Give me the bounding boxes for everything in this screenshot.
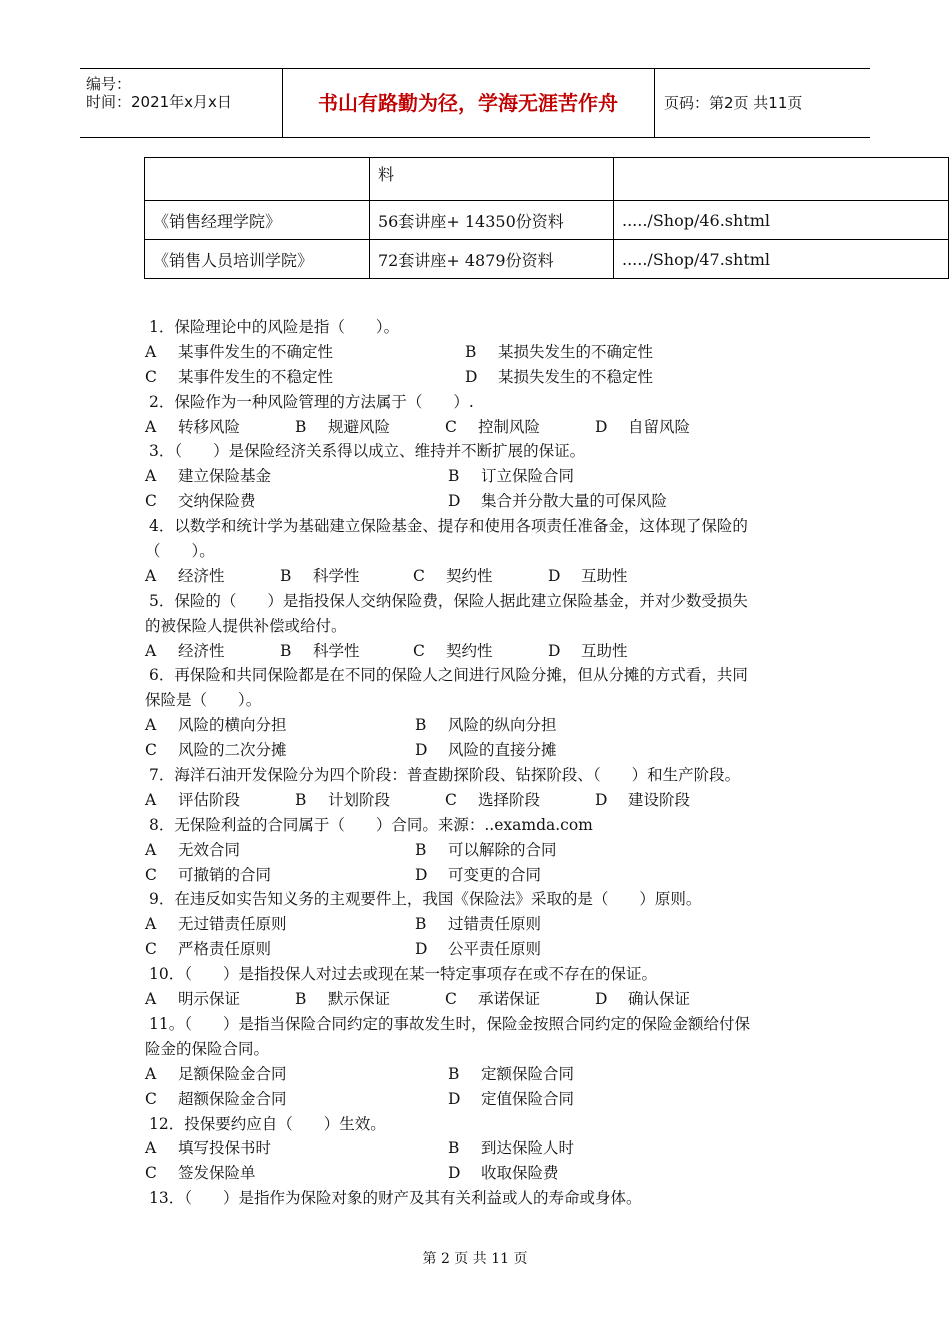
question-text bbox=[145, 688, 815, 713]
option-text: 科学性 bbox=[313, 566, 360, 585]
option-letter: C bbox=[145, 940, 157, 959]
option-letter: C bbox=[445, 790, 457, 809]
option-letter: D bbox=[448, 1164, 461, 1183]
option-letter: D bbox=[548, 566, 561, 585]
option-letter: A bbox=[145, 1064, 157, 1083]
option-row bbox=[145, 788, 815, 813]
option-text: 无效合同 bbox=[178, 840, 241, 859]
answer-option bbox=[295, 987, 390, 1012]
option-letter: D bbox=[465, 367, 478, 386]
option-text: 交纳保险费 bbox=[178, 492, 256, 511]
answer-option bbox=[415, 863, 541, 888]
question-text bbox=[145, 439, 815, 464]
question-line: 4．以数学和统计学为基础建立保险基金、提存和使用各项责任准备金，这体现了保险的 bbox=[149, 517, 748, 536]
option-text: 明示保证 bbox=[178, 990, 241, 1009]
option-text: 可变更的合同 bbox=[448, 865, 542, 884]
option-text: 自留风险 bbox=[628, 417, 691, 436]
option-text: 严格责任原则 bbox=[178, 940, 272, 959]
question-text bbox=[145, 763, 815, 788]
option-letter: A bbox=[145, 1139, 157, 1158]
table-cell bbox=[145, 158, 370, 201]
question-text bbox=[145, 887, 815, 912]
question-line: 10．（ ）是指投保人对过去或现在某一特定事项存在或不存在的保证。 bbox=[149, 965, 657, 984]
option-letter: A bbox=[145, 915, 157, 934]
answer-option bbox=[145, 564, 225, 589]
answer-option bbox=[145, 987, 240, 1012]
question-text bbox=[145, 663, 815, 688]
question-text bbox=[145, 539, 815, 564]
question-line: 3．（ ）是保险经济关系得以成立、维持并不断扩展的保证。 bbox=[149, 442, 586, 461]
answer-option bbox=[595, 415, 690, 440]
question-line: 保险是（ ）。 bbox=[145, 691, 262, 710]
option-row bbox=[145, 1087, 815, 1112]
table-cell: 56套讲座+ 14350份资料 bbox=[370, 201, 614, 240]
answer-option bbox=[548, 564, 628, 589]
option-letter: A bbox=[145, 990, 157, 1009]
option-row bbox=[145, 415, 815, 440]
option-row bbox=[145, 639, 815, 664]
option-text: 过错责任原则 bbox=[448, 915, 542, 934]
option-text: 转移风险 bbox=[178, 417, 241, 436]
option-letter: A bbox=[145, 641, 157, 660]
option-text: 风险的直接分摊 bbox=[448, 741, 557, 760]
header-motto: 书山有路勤为径，学海无涯苦作舟 bbox=[282, 69, 655, 137]
answer-option bbox=[295, 788, 390, 813]
option-letter: D bbox=[415, 940, 428, 959]
answer-option bbox=[280, 639, 360, 664]
option-letter: C bbox=[413, 641, 425, 660]
answer-option bbox=[595, 788, 690, 813]
table-cell bbox=[614, 158, 949, 201]
table-cell: ...../Shop/47.shtml bbox=[614, 240, 949, 279]
option-text: 评估阶段 bbox=[178, 790, 241, 809]
answer-option bbox=[415, 937, 541, 962]
answer-option bbox=[448, 1161, 559, 1186]
option-letter: A bbox=[145, 716, 157, 735]
option-text: 经济性 bbox=[178, 641, 225, 660]
option-letter: B bbox=[280, 566, 292, 585]
option-text: 定额保险合同 bbox=[481, 1064, 575, 1083]
option-letter: A bbox=[145, 342, 157, 361]
question-text bbox=[145, 315, 815, 340]
time-label: 时间：2021年x月x日 bbox=[86, 93, 232, 111]
option-letter: A bbox=[145, 566, 157, 585]
table-cell: 72套讲座+ 4879份资料 bbox=[370, 240, 614, 279]
option-letter: B bbox=[448, 1064, 460, 1083]
option-row bbox=[145, 340, 815, 365]
table-cell: 料 bbox=[370, 158, 614, 201]
option-text: 到达保险人时 bbox=[481, 1139, 575, 1158]
option-text: 互助性 bbox=[581, 641, 628, 660]
table-cell: 《销售人员培训学院》 bbox=[145, 240, 370, 279]
page-header bbox=[80, 68, 870, 138]
option-letter: D bbox=[595, 790, 608, 809]
answer-option bbox=[145, 415, 240, 440]
answer-option bbox=[465, 365, 653, 390]
option-text: 可以解除的合同 bbox=[448, 840, 557, 859]
option-row bbox=[145, 738, 815, 763]
question-text bbox=[145, 514, 815, 539]
option-text: 可撤销的合同 bbox=[178, 865, 272, 884]
option-row bbox=[145, 489, 815, 514]
option-letter: C bbox=[445, 417, 457, 436]
option-row bbox=[145, 464, 815, 489]
question-line: 7．海洋石油开发保险分为四个阶段：普查勘探阶段、钻探阶段、（ ）和生产阶段。 bbox=[149, 766, 741, 785]
option-letter: D bbox=[548, 641, 561, 660]
question-line: 9．在违反如实告知义务的主观要件上，我国《保险法》采取的是（ ）原则。 bbox=[149, 890, 702, 909]
option-letter: A bbox=[145, 840, 157, 859]
option-row bbox=[145, 713, 815, 738]
option-letter: D bbox=[448, 492, 461, 511]
option-text: 默示保证 bbox=[328, 990, 391, 1009]
option-row bbox=[145, 912, 815, 937]
option-row bbox=[145, 863, 815, 888]
option-text: 选择阶段 bbox=[478, 790, 541, 809]
option-text: 建立保险基金 bbox=[178, 467, 272, 486]
option-letter: B bbox=[295, 417, 307, 436]
option-row bbox=[145, 564, 815, 589]
answer-option bbox=[448, 1136, 574, 1161]
answer-option bbox=[445, 788, 540, 813]
option-letter: C bbox=[145, 492, 157, 511]
answer-option bbox=[415, 738, 557, 763]
question-line: 13．（ ）是指作为保险对象的财产及其有关利益或人的寿命或身体。 bbox=[149, 1189, 642, 1208]
answer-option bbox=[415, 713, 557, 738]
question-text bbox=[145, 390, 815, 415]
header-meta bbox=[80, 69, 283, 137]
option-letter: C bbox=[145, 1089, 157, 1108]
option-row bbox=[145, 1136, 815, 1161]
question-text bbox=[145, 614, 815, 639]
option-text: 规避风险 bbox=[328, 417, 391, 436]
option-text: 互助性 bbox=[581, 566, 628, 585]
option-text: 建设阶段 bbox=[628, 790, 691, 809]
table-row bbox=[145, 158, 949, 201]
option-letter: D bbox=[595, 417, 608, 436]
option-row bbox=[145, 838, 815, 863]
question-text bbox=[145, 1012, 815, 1037]
option-text: 填写投保书时 bbox=[178, 1139, 272, 1158]
answer-option bbox=[280, 564, 360, 589]
answer-option bbox=[548, 639, 628, 664]
answer-option bbox=[415, 912, 541, 937]
option-text: 某事件发生的不稳定性 bbox=[178, 367, 334, 386]
option-letter: A bbox=[145, 790, 157, 809]
answer-option bbox=[145, 863, 271, 888]
answer-option bbox=[145, 489, 256, 514]
answer-option bbox=[295, 415, 390, 440]
option-row bbox=[145, 1062, 815, 1087]
question-line: 5．保险的（ ）是指投保人交纳保险费，保险人据此建立保险基金，并对少数受损失 bbox=[149, 591, 748, 610]
answer-option bbox=[145, 639, 225, 664]
answer-option bbox=[465, 340, 653, 365]
option-letter: C bbox=[145, 1164, 157, 1183]
option-text: 某事件发生的不确定性 bbox=[178, 342, 334, 361]
option-text: 无过错责任原则 bbox=[178, 915, 287, 934]
option-text: 定值保险合同 bbox=[481, 1089, 575, 1108]
question-line: 的被保险人提供补偿或给付。 bbox=[145, 616, 347, 635]
option-text: 确认保证 bbox=[628, 990, 691, 1009]
answer-option bbox=[413, 639, 493, 664]
option-text: 风险的横向分担 bbox=[178, 716, 287, 735]
answer-option bbox=[145, 340, 333, 365]
option-letter: D bbox=[595, 990, 608, 1009]
page-footer: 第 2 页 共 11 页 bbox=[422, 1251, 528, 1267]
answer-option bbox=[145, 464, 271, 489]
option-letter: B bbox=[295, 790, 307, 809]
option-letter: A bbox=[145, 417, 157, 436]
question-line: 12．投保要约应自（ ）生效。 bbox=[149, 1114, 386, 1133]
option-letter: B bbox=[465, 342, 477, 361]
option-text: 风险的二次分摊 bbox=[178, 741, 287, 760]
answer-option bbox=[145, 365, 333, 390]
page-number-label: 页码：第2页 共11页 bbox=[664, 94, 803, 112]
option-letter: D bbox=[448, 1089, 461, 1108]
option-letter: D bbox=[415, 741, 428, 760]
option-text: 经济性 bbox=[178, 566, 225, 585]
option-letter: B bbox=[415, 915, 427, 934]
answer-option bbox=[145, 937, 271, 962]
option-letter: C bbox=[145, 865, 157, 884]
answer-option bbox=[448, 489, 667, 514]
option-letter: B bbox=[415, 716, 427, 735]
answer-option bbox=[448, 1087, 574, 1112]
question-line: 8．无保险利益的合同属于（ ）合同。来源：..examda.com bbox=[149, 815, 593, 834]
option-text: 超额保险金合同 bbox=[178, 1089, 287, 1108]
option-text: 契约性 bbox=[446, 566, 493, 585]
answer-option bbox=[145, 1161, 256, 1186]
option-letter: B bbox=[448, 1139, 460, 1158]
question-line: 险金的保险合同。 bbox=[145, 1039, 270, 1058]
answer-option bbox=[145, 912, 287, 937]
question-line: 11。（ ）是指当保险合同约定的事故发生时，保险金按照合同约定的保险金额给付保 bbox=[149, 1014, 750, 1033]
question-text bbox=[145, 1186, 815, 1211]
option-letter: B bbox=[415, 840, 427, 859]
option-text: 某损失发生的不确定性 bbox=[498, 342, 654, 361]
option-text: 集合并分散大量的可保风险 bbox=[481, 492, 668, 511]
answer-option bbox=[145, 1136, 271, 1161]
answer-option bbox=[145, 1087, 287, 1112]
question-text bbox=[145, 962, 815, 987]
option-text: 某损失发生的不稳定性 bbox=[498, 367, 654, 386]
answer-option bbox=[413, 564, 493, 589]
option-text: 计划阶段 bbox=[328, 790, 391, 809]
option-text: 签发保险单 bbox=[178, 1164, 256, 1183]
option-text: 足额保险金合同 bbox=[178, 1064, 287, 1083]
option-text: 承诺保证 bbox=[478, 990, 541, 1009]
option-letter: B bbox=[448, 467, 460, 486]
option-row bbox=[145, 365, 815, 390]
option-row bbox=[145, 937, 815, 962]
question-line: 6．再保险和共同保险都是在不同的保险人之间进行风险分摊，但从分摊的方式看，共同 bbox=[149, 666, 748, 685]
answer-option bbox=[145, 713, 287, 738]
option-letter: C bbox=[145, 741, 157, 760]
option-text: 契约性 bbox=[446, 641, 493, 660]
answer-option bbox=[448, 464, 574, 489]
question-line: （ ）。 bbox=[145, 542, 215, 561]
table-cell: 《销售经理学院》 bbox=[145, 201, 370, 240]
option-text: 风险的纵向分担 bbox=[448, 716, 557, 735]
question-line: 2．保险作为一种风险管理的方法属于（ ）. bbox=[149, 392, 474, 411]
question-line: 1．保险理论中的风险是指（ ）。 bbox=[149, 318, 400, 336]
question-text bbox=[145, 813, 815, 838]
option-row bbox=[145, 1161, 815, 1186]
question-text bbox=[145, 1112, 815, 1137]
option-text: 科学性 bbox=[313, 641, 360, 660]
option-letter: C bbox=[445, 990, 457, 1009]
question-list bbox=[145, 315, 815, 1211]
option-text: 控制风险 bbox=[478, 417, 541, 436]
question-text bbox=[145, 589, 815, 614]
option-letter: B bbox=[295, 990, 307, 1009]
question-text bbox=[145, 1037, 815, 1062]
option-letter: D bbox=[415, 865, 428, 884]
table-row bbox=[145, 201, 949, 240]
answer-option bbox=[595, 987, 690, 1012]
answer-option bbox=[145, 838, 240, 863]
answer-option bbox=[448, 1062, 574, 1087]
answer-option bbox=[145, 738, 287, 763]
option-row bbox=[145, 987, 815, 1012]
option-letter: C bbox=[413, 566, 425, 585]
answer-option bbox=[145, 788, 240, 813]
answer-option bbox=[445, 415, 540, 440]
option-text: 订立保险合同 bbox=[481, 467, 575, 486]
answer-option bbox=[415, 838, 557, 863]
answer-option bbox=[145, 1062, 287, 1087]
resource-table bbox=[144, 157, 949, 279]
table-row bbox=[145, 240, 949, 279]
option-text: 收取保险费 bbox=[481, 1164, 559, 1183]
answer-option bbox=[445, 987, 540, 1012]
table-cell: ...../Shop/46.shtml bbox=[614, 201, 949, 240]
serial-label: 编号： bbox=[86, 75, 132, 93]
option-letter: C bbox=[145, 367, 157, 386]
option-letter: A bbox=[145, 467, 157, 486]
option-letter: B bbox=[280, 641, 292, 660]
option-text: 公平责任原则 bbox=[448, 940, 542, 959]
